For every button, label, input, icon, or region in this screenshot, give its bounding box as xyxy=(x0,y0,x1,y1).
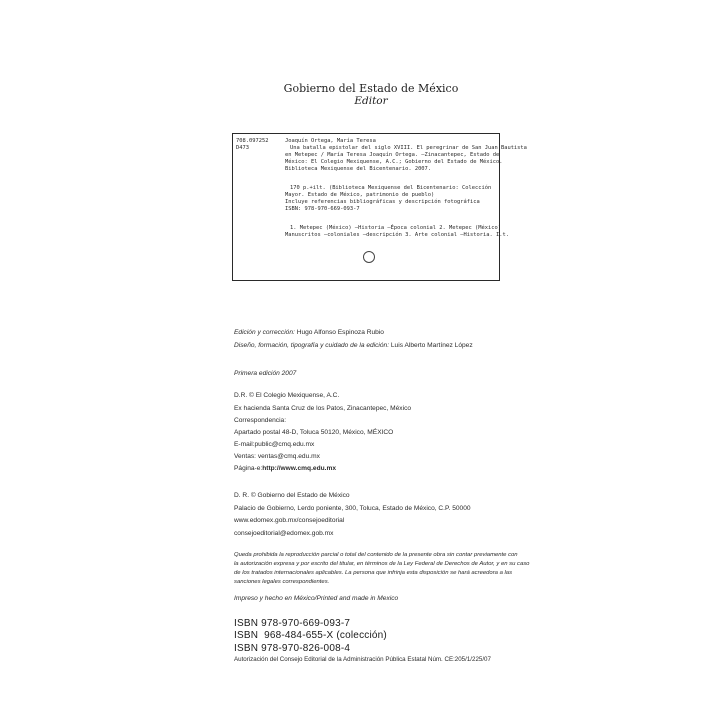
call-number: 708.097252 xyxy=(236,138,269,144)
colegio-address: Ex hacienda Santa Cruz de los Patos, Zinacantepec, México xyxy=(234,405,412,412)
gobierno-address: Palacio de Gobierno, Lerdo poniente, 300, Toluca, Estado de México, C.P. 50000 xyxy=(234,505,471,512)
gobierno-url[interactable]: www.edomex.gob.mx/consejoeditorial xyxy=(234,517,345,524)
publisher-name: Gobierno del Estado de México xyxy=(283,82,459,95)
email-link[interactable]: public@cmq.edu.mx xyxy=(254,441,315,448)
card-punch-hole xyxy=(363,251,375,263)
card-notes-line: Incluye referencias bibliográficas y descripción fotográfica xyxy=(285,199,480,205)
call-number-cutter: D473 xyxy=(236,145,249,151)
first-edition: Primera edición 2007 xyxy=(234,370,297,377)
legal-notice-line: la autorización expresa y por escrito del titular, en términos de la Ley Federal de Derechos de Autor, y en su caso xyxy=(234,561,530,567)
legal-notice-line: Queda prohibida la reproducción parcial o total del contenido de la presente obra sin contar previamente con xyxy=(234,552,518,558)
colegio-po-box: Apartado postal 48-D, Toluca 50120, México, MÉXICO xyxy=(234,429,394,436)
colegio-sales xyxy=(234,453,320,460)
card-title-line: en Metepec / María Teresa Joaquín Ortega. —Zinacantepec, Estado de xyxy=(285,152,500,158)
card-collation-line: 170 p.+ilt. (Biblioteca Mexiquense del Bicentenario: Colección xyxy=(290,185,492,191)
colegio-rights: D.R. © El Colegio Mexiquense, A.C. xyxy=(234,392,340,399)
isbn-line: ISBN 978-970-826-008-4 xyxy=(234,643,351,654)
authorization-number: Autorización del Consejo Editorial de la Administración Pública Estatal Núm. CE:205/1/225/07 xyxy=(234,656,491,663)
design-credit-name: Luis Alberto Martínez López xyxy=(390,342,473,349)
legal-notice-line: de los tratados internacionales aplicables. La persona que infrinja esta disposición se hará acreedora a las xyxy=(234,570,513,576)
isbn-line: ISBN 978-970-669-093-7 xyxy=(234,618,351,629)
isbn-line: ISBN 968-484-655-X (colección) xyxy=(234,630,387,641)
web-label: Página-e: xyxy=(234,465,263,472)
card-author: Joaquín Ortega, María Teresa xyxy=(285,138,376,144)
edition-credit xyxy=(234,329,384,336)
colegio-correspondence: Correspondencia: xyxy=(234,417,287,424)
publisher-role: Editor xyxy=(354,95,388,107)
card-title-line: Biblioteca Mexiquense del Bicentenario. 2007. xyxy=(285,166,432,172)
card-subjects-line: 1. Metepec (México) –Historia –Época colonial 2. Metepec (México) xyxy=(290,225,501,231)
edition-credit-name: Hugo Alfonso Espinoza Rubio xyxy=(296,329,384,336)
card-title-line: Una batalla epistolar del siglo XVIII. El peregrinar de San Juan Bautista xyxy=(290,145,527,151)
design-credit xyxy=(234,342,473,349)
web-link[interactable]: http://www.cmq.edu.mx xyxy=(262,465,336,472)
legal-notice xyxy=(234,551,529,587)
sales-label: Ventas: xyxy=(234,453,256,460)
printed-in: Impreso y hecho en México/Printed and made in Mexico xyxy=(234,595,399,602)
sales-email-link[interactable]: ventas@cmq.edu.mx xyxy=(257,453,320,460)
legal-notice-line: sanciones legales correspondientes. xyxy=(234,579,330,585)
gobierno-rights: D. R. © Gobierno del Estado de México xyxy=(234,492,350,499)
edition-credit-label: Edición y corrección: xyxy=(234,329,295,336)
card-subjects-line: Manuscritos –coloniales –descripción 3. Arte colonial –Historia. I.t. xyxy=(285,232,509,238)
catalog-card xyxy=(232,133,527,281)
gobierno-email[interactable]: consejoeditorial@edomex.gob.mx xyxy=(234,530,334,537)
colegio-web xyxy=(234,465,336,472)
card-title-line: México: El Colegio Mexiquense, A.C.; Gobierno del Estado de México. xyxy=(285,159,503,165)
card-collation-line: Mayor. Estado de México, patrimonio de pueblo) xyxy=(285,192,435,198)
card-isbn-line: ISBN: 978-970-669-093-7 xyxy=(285,206,360,212)
colegio-email xyxy=(234,441,314,448)
email-label: E-mail: xyxy=(234,441,255,448)
design-credit-label: Diseño, formación, tipografía y cuidado de la edición: xyxy=(234,342,390,349)
